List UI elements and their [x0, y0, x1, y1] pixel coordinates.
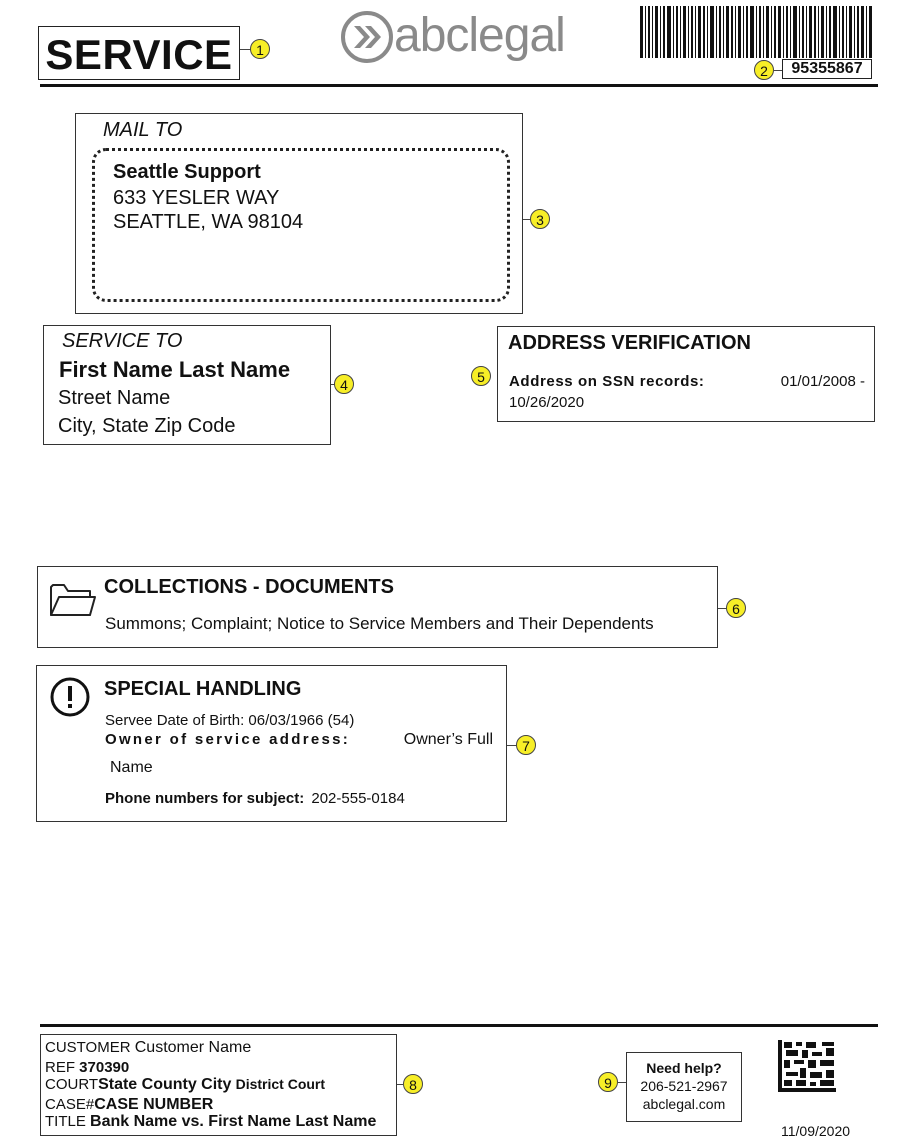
callout-3: 3: [530, 209, 550, 229]
court-suffix: District Court: [235, 1076, 326, 1092]
title-line: [45, 1113, 376, 1131]
callout-8: 8: [403, 1074, 423, 1094]
ref-value: 370390: [79, 1059, 130, 1076]
help-website: abclegal.com: [642, 1096, 726, 1112]
service-to-name: First Name Last Name: [59, 357, 291, 382]
case-value: CASE NUMBER: [94, 1096, 214, 1113]
help-heading: Need help?: [646, 1060, 722, 1076]
mail-to-street: 633 YESLER WAY: [113, 187, 280, 209]
customer-line: [45, 1039, 251, 1057]
service-label-box: [38, 26, 240, 80]
logo-text: abclegal: [394, 9, 565, 62]
case-line: [45, 1096, 213, 1114]
callout-leader: [618, 1082, 626, 1083]
exclamation-circle-icon: [49, 676, 91, 718]
service-to-street: Street Name: [58, 387, 171, 409]
ssn-address-range-end: 10/26/2020: [509, 394, 585, 411]
customer-label: CUSTOMER: [45, 1039, 131, 1056]
collections-box: [37, 566, 718, 648]
mail-to-box: [75, 113, 523, 314]
servee-dob: Servee Date of Birth: 06/03/1966 (54): [105, 712, 355, 729]
phone-value: 202-555-0184: [311, 790, 405, 807]
title-value: Bank Name vs. First Name Last Name: [90, 1113, 377, 1130]
title-label: TITLE: [45, 1113, 86, 1130]
mail-to-heading: MAIL TO: [103, 119, 183, 141]
callout-9: 9: [598, 1072, 618, 1092]
ref-label: REF: [45, 1059, 75, 1076]
owner-value: Owner’s Full: [403, 731, 493, 748]
help-phone: 206-521-2967: [640, 1078, 728, 1094]
header-rule: [40, 84, 878, 87]
ref-line: [45, 1059, 129, 1076]
collections-documents: Summons; Complaint; Notice to Service Members and Their Dependents: [105, 614, 654, 633]
barcode-number-box: [782, 59, 872, 79]
owner-value-continued: Name: [110, 759, 153, 776]
datamatrix-code-icon: [778, 1040, 836, 1092]
special-handling-heading: SPECIAL HANDLING: [104, 678, 302, 700]
footer-date: 11/09/2020: [781, 1123, 851, 1139]
owner-label: Owner of service address:: [105, 731, 351, 748]
case-label: CASE#: [45, 1096, 95, 1113]
chevron-logo-icon: [340, 10, 394, 64]
callout-2: 2: [754, 60, 774, 80]
court-value: State County City: [98, 1076, 232, 1093]
service-label: SERVICE: [45, 31, 233, 78]
special-handling-box: [36, 665, 507, 822]
barcode-number: 95355867: [791, 60, 863, 77]
ssn-address-line: [509, 373, 865, 390]
service-to-box: [43, 325, 331, 445]
mail-to-city: SEATTLE, WA 98104: [113, 211, 304, 233]
address-verification-heading: ADDRESS VERIFICATION: [508, 332, 751, 354]
callout-1: 1: [250, 39, 270, 59]
help-box: [626, 1052, 742, 1122]
service-to-heading: SERVICE TO: [62, 330, 183, 352]
footer-rule: [40, 1024, 878, 1027]
phone-label: Phone numbers for subject:: [105, 790, 305, 807]
case-info-box: [40, 1034, 397, 1136]
court-line: [45, 1076, 325, 1094]
ssn-address-label: Address on SSN records:: [509, 373, 705, 390]
folder-icon: [48, 579, 96, 619]
barcode-icon: [640, 6, 872, 58]
abclegal-logo: [340, 8, 610, 64]
collections-heading: COLLECTIONS - DOCUMENTS: [104, 576, 394, 598]
mail-to-address-window: [92, 148, 510, 302]
phone-line: [105, 790, 405, 807]
callout-6: 6: [726, 598, 746, 618]
service-to-city: City, State Zip Code: [58, 415, 236, 437]
owner-line: [105, 731, 493, 749]
ssn-address-range-start: 01/01/2008 -: [780, 373, 865, 390]
callout-7: 7: [516, 735, 536, 755]
customer-value: Customer Name: [134, 1039, 252, 1056]
mail-to-name: Seattle Support: [113, 161, 261, 183]
court-label: COURT: [45, 1076, 99, 1093]
address-verification-box: [497, 326, 875, 422]
callout-4: 4: [334, 374, 354, 394]
callout-5: 5: [471, 366, 491, 386]
